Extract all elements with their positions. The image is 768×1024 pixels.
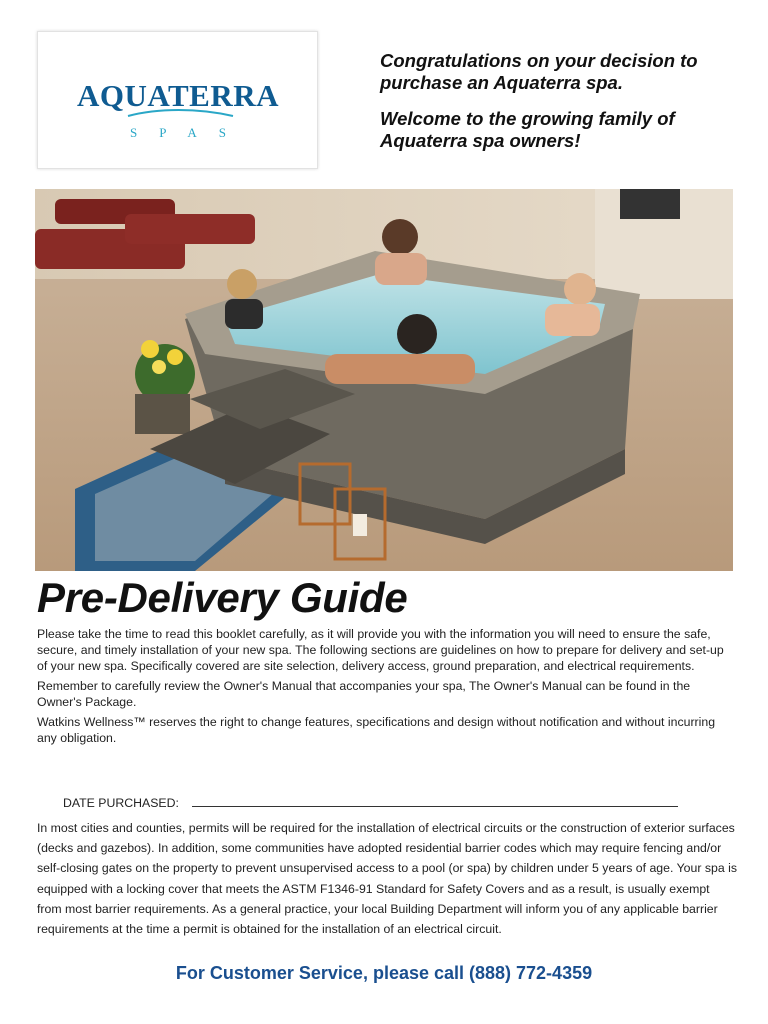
customer-service-footer: For Customer Service, please call (888) 772-4359 [175, 963, 593, 983]
hot-tub-illustration [35, 189, 733, 571]
page-title: Pre-Delivery Guide [37, 574, 408, 621]
welcome-text: Welcome to the growing family of Aquaterra spa owners! [380, 108, 675, 151]
date-purchased-field [63, 794, 703, 810]
paragraph-disclaimer: Watkins Wellness™ reserves the right to change features, specifications and design without notification and without incurring any obligation. [37, 715, 716, 745]
permits-paragraph: In most cities and counties, permits will be required for the installation of electrical circuits or the construction of exterior surfaces (decks and gazebos). In addition, some communities have adopted residential barrier codes which may require fencing and/or self-closing gates on the property to prevent unsupervised access to a pool (or spa) by children under 5 years of age. Your spa is equipped with a locking cover that meets the ASTM F1346-91 Standard for Safety Covers and as a result, is usually exempt from most barrier requirements. As a general practice, your local Building Department will inform you of any applicable barrier requirements at the time a permit is obtained for the installation of an electrical circuit. [37, 821, 737, 937]
intro-message [380, 50, 750, 166]
paragraph-booklet: Please take the time to read this booklet carefully, as it will provide you with the information you will need to ensure the safe, secure, and timely installation of your new spa. The following sections are guidelines on how to prepare for delivery and set-up of your new spa. Specifically covered are site selection, delivery access, ground preparation, and electrical requirements. [37, 627, 724, 673]
brand-tagline: SPAS [130, 125, 248, 140]
congratulations-text: Congratulations on your decision to purchase an Aquaterra spa. [380, 50, 698, 93]
logo-box [37, 31, 318, 169]
hot-tub-photo [35, 189, 733, 571]
brand-logo-text: AQUATERRA [77, 78, 279, 113]
paragraph-owners-manual: Remember to carefully review the Owner's Manual that accompanies your spa, The Owner's Manual can be found in the Owner's Package. [37, 679, 691, 709]
date-purchased-blank-line[interactable] [192, 794, 678, 807]
date-purchased-label: DATE PURCHASED: [63, 796, 179, 810]
intro-body [37, 626, 737, 750]
